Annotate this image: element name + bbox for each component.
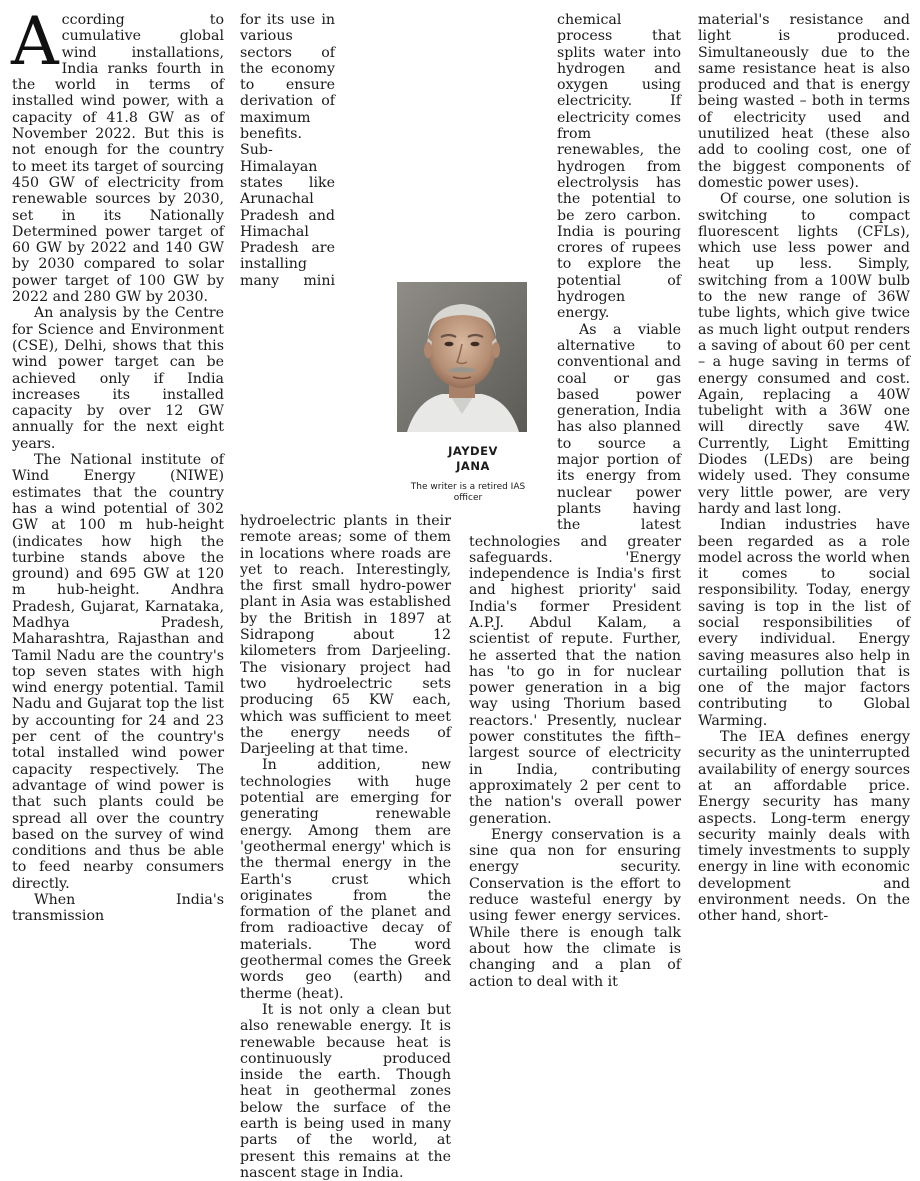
paragraph: As a viable alternative to conventional and coal or gas based power generation, India has also planned to source a major portion of its energy from nuclear power plants having the latest technologies and greater safeguards. 'Energy independence is India's first and highest priority' said India's former President A.P.J. Abdul Kalam, a scientist of repute. Further, he asserted that the nation has 'to go in for nuclear power generation in a big way using Thorium based reactors.' Presently, nuclear power constitutes the fifth–largest source of electricity in India, contributing approximately 2 per cent to the nation's overall power generation. [469,321,682,827]
paragraph: When India's transmission [12,892,224,925]
paragraph: Energy conservation is a sine qua non for ensuring energy security. Conservation is the effort to reduce wasteful energy by using fewer energy services. While there is enough talk about how the climate is changing and a plan of action to deal with it [469,826,681,990]
paragraph: Indian industries have been regarded as a role model across the world when it comes to social responsibility. Today, energy saving is top in the list of social responsibilities of every individual. Energy saving measures also help in curtailing pollution that is one of the major factors contributing to Global Warming. [698,517,910,729]
article-column-4 [698,12,910,925]
author-photo [397,282,527,432]
author-name-line-1: JAYDEV [448,444,498,458]
paragraph: Of course, one solution is switching to compact fluorescent lights (CFLs), which use less power and heat up less. Simply, switching from a 100W bulb to the new range of 36W tube lights, which give twice as much light output renders a saving of about 60 per cent – a huge saving in terms of energy consumed and cost. Again, replacing a 40W tubelight with a 36W one will directly save 4W. Currently, Light Emitting Diodes (LEDs) are being widely used. They consume very little power, are very hardy and last long. [698,191,910,517]
paragraph [11,3,224,306]
paragraph: chemical process that splits water into hydrogen and oxygen using electricity. If electricity comes from renewables, the hydrogen from electrolysis has the potential to be zero carbon. India is pouring crores of rupees to explore the potential of hydrogen energy. [557,12,681,322]
paragraph: An analysis by the Centre for Science and Environment (CSE), Delhi, shows that this wind power target can be achieved only if India increases its installed capacity by over 12 GW annually for the next eight years. [12,305,224,452]
paragraph: for its use in various sectors of the economy to ensure derivation of maximum benefits. Sub-Himalayan states like Arunachal Pradesh and Himachal Pradesh are installing many mini hydroelectric plants in their remote areas; some of them in locations where roads are yet to reach. Interestingly, the first small hydro-power plant in Asia was established by the British in 1897 at Sidrapong about 12 kilometers from Darjeeling. The visionary project had two hydroelectric sets producing 65 KW each, which was sufficient to meet the energy needs of Darjeeling at that time. [240,12,451,758]
article-column-1 [11,3,224,925]
author-box [392,276,552,510]
paragraph-text: ccording to cumulative global wind installations, India ranks fourth in the world in terms of installed wind power, with a capacity of 41.8 GW as of November 2022. But this is not enough for the country to meet its target of sourcing 450 GW of electricity from renewable sources by 2030, set in its Nationally Determined power target of 60 GW by 2022 and 140 GW by 2030 compared to solar power target of 100 GW by 2022 and 280 GW by 2030. [12,12,224,306]
paragraph: The IEA defines energy security as the uninterrupted availability of energy sources at an affordable price. Energy security has many aspects. Long-term energy security mainly deals with timely investments to supply energy in line with economic development and environment needs. On the other hand, short- [698,729,910,925]
author-name [392,444,554,474]
paragraph: In addition, new technologies with huge potential are emerging for generating renewable energy. Among them are 'geothermal energy' which is the thermal energy in the Earth's crust which originates from the formation of the planet and from radioactive decay of materials. The word geothermal comes the Greek words geo (earth) and therme (heat). [240,757,451,1002]
paragraph: The National institute of Wind Energy (NIWE) estimates that the country has a wind potential of 302 GW at 100 m hub-height (indicates how high the turbine stands above the ground) and 695 GW at 120 m hub-height. Andhra Pradesh, Gujarat, Karnataka, Madhya Pradesh, Maharashtra, Rajasthan and Tamil Nadu are the country's top seven states with high wind energy potential. Tamil Nadu and Gujarat top the list by accounting for 24 and 23 per cent of the country's total installed wind power capacity respectively. The advantage of wind power is that such plants could be spread all over the country based on the survey of wind conditions and thus be able to feed nearby consumers directly. [12,452,224,892]
drop-cap: A [11,3,59,80]
author-portrait-icon [397,282,527,432]
paragraph: It is not only a clean but also renewable energy. It is renewable because heat is continuously produced inside the earth. Though heat in geothermal zones below the surface of the earth is being used in many parts of the world, at present this remains at the nascent stage in India. [240,1001,451,1181]
paragraph: material's resistance and light is produced. Simultaneously due to the same resistance heat is also produced and that is energy being wasted – both in terms of electricity used and unutilized heat (these also add to cooling cost, one of the biggest components of domestic power uses). [698,12,910,191]
author-name-line-2: JANA [456,459,490,473]
author-note: The writer is a retired IAS officer [410,482,526,503]
